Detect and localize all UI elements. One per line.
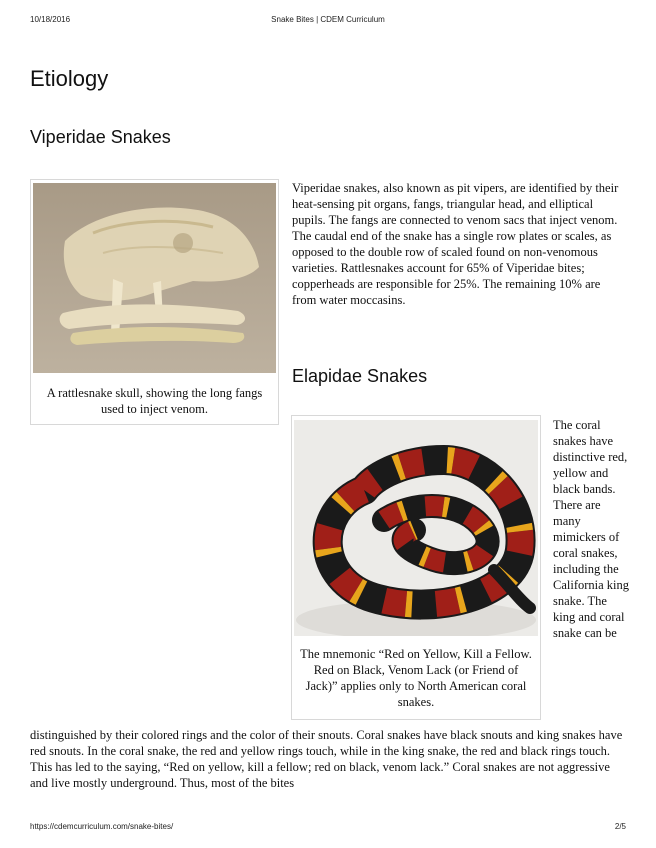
coral-snake-figure-caption: The mnemonic “Red on Yellow, Kill a Fellow. Red on Black, Venom Lack (or Friend of Jack)” applies only to North American coral snakes.: [300, 647, 532, 709]
skull-figure-caption: A rattlesnake skull, showing the long fangs used to inject venom.: [46, 386, 263, 416]
viperidae-paragraph: Viperidae snakes, also known as pit vipers, are identified by their heat-sensing pit organs, fangs, triangular head, and elliptical pupils. The fangs are connected to venom sacs that inject venom. The caudal end of the snake has a single row plates or scales, as opposed to the double row of scaled found on non-venomous varieties. Rattlesnakes account for 65% of Viperidae bites; copperheads are responsible for 25%. The remaining 10% are from water moccasins.: [292, 181, 619, 307]
print-page-title: Snake Bites | CDEM Curriculum: [271, 15, 385, 24]
rattlesnake-skull-image: [33, 183, 276, 373]
print-page-url: https://cdemcurriculum.com/snake-bites/: [30, 822, 174, 831]
coral-snake-figure: [291, 415, 541, 720]
rattlesnake-skull-figure: [30, 179, 279, 425]
viperidae-heading: Viperidae Snakes: [30, 127, 171, 147]
elapidae-side-paragraph: The coral snakes have distinctive red, yellow and black bands. There are many mimickers of coral snakes, including the California king snake. The king and coral snake can be: [553, 418, 630, 640]
print-date: 10/18/2016: [30, 15, 71, 24]
elapidae-heading: Elapidae Snakes: [292, 366, 428, 386]
print-page-number: 2/5: [614, 822, 626, 831]
section-title: Etiology: [30, 66, 109, 91]
elapidae-paragraph-continued: distinguished by their colored rings and the color of their snouts. Coral snakes have black snouts and king snakes have red snouts. In the coral snake, the red and yellow rings touch, while in the king snake, the red and black rings touch. This has led to the saying, “Red on yellow, kill a fellow; red on black, venom lack.” Coral snakes are not aggressive and live mostly underground. Thus, most of the bites: [30, 728, 623, 790]
coral-snake-image: [294, 420, 538, 636]
